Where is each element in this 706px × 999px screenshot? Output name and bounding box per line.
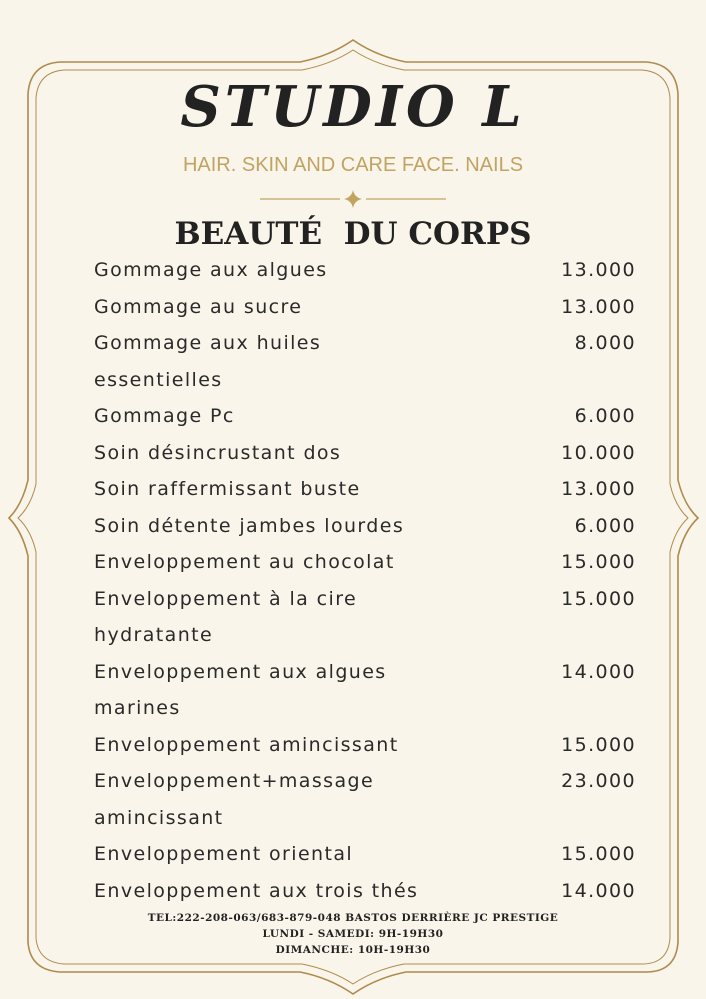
list-item <box>94 727 636 764</box>
service-price: 15.000 <box>561 733 636 756</box>
service-name: Gommage aux algues <box>94 259 328 281</box>
list-item <box>94 873 636 910</box>
list-item <box>94 763 636 836</box>
list-item <box>94 654 636 727</box>
service-name: Enveloppement au chocolat <box>94 551 395 573</box>
service-price: 6.000 <box>574 405 636 427</box>
service-name: Enveloppement aux trois thés <box>94 879 419 902</box>
sunday-hours: DIMANCHE: 10H-19H30 <box>275 944 431 956</box>
price-list <box>94 252 636 909</box>
service-name: Enveloppement à la cire hydratante <box>94 587 358 646</box>
service-name: Gommage aux huiles essentielles <box>94 332 322 391</box>
service-name: Enveloppement aux algues marines <box>94 660 387 719</box>
service-price: 14.000 <box>561 879 636 902</box>
service-price: 15.000 <box>561 587 636 610</box>
service-name: Enveloppement amincissant <box>94 733 399 756</box>
service-name: Soin détente jambes lourdes <box>94 514 405 537</box>
list-item <box>94 544 636 581</box>
tagline: HAIR. SKIN AND CARE FACE. NAILS <box>182 154 524 176</box>
list-item <box>94 508 636 545</box>
contact-footer <box>0 910 706 958</box>
service-name: Gommage au sucre <box>94 295 303 318</box>
service-name: Soin désincrustant dos <box>94 441 342 464</box>
list-item <box>94 252 636 289</box>
list-item <box>94 289 636 326</box>
service-price: 13.000 <box>561 295 636 318</box>
service-price: 14.000 <box>561 660 636 683</box>
list-item <box>94 435 636 472</box>
service-name: Gommage Pc <box>94 405 235 427</box>
list-item <box>94 581 636 654</box>
service-price: 8.000 <box>574 332 636 354</box>
service-name: Enveloppement+massage amincissant <box>94 770 375 829</box>
service-price: 6.000 <box>574 514 636 537</box>
brand-title: STUDIO L <box>180 74 526 140</box>
weekday-hours: LUNDI - SAMEDI: 9H-19H30 <box>262 928 444 940</box>
service-name: Enveloppement oriental <box>94 843 354 865</box>
phone-address-line: TEL:222-208-063/683-879-048 BASTOS DERRIÈRE JC PRESTIGE <box>147 912 559 924</box>
list-item <box>94 836 636 873</box>
star-divider-icon <box>256 188 450 210</box>
service-price: 13.000 <box>561 259 636 281</box>
list-item <box>94 325 636 398</box>
list-item <box>94 398 636 435</box>
service-price: 10.000 <box>561 441 636 464</box>
service-price: 13.000 <box>561 478 636 500</box>
service-price: 23.000 <box>561 770 636 792</box>
service-name: Soin raffermissant buste <box>94 478 361 500</box>
list-item <box>94 471 636 508</box>
service-price: 15.000 <box>561 551 636 573</box>
service-price: 15.000 <box>561 843 636 865</box>
section-title: BEAUTÉ DU CORPS <box>174 216 532 252</box>
